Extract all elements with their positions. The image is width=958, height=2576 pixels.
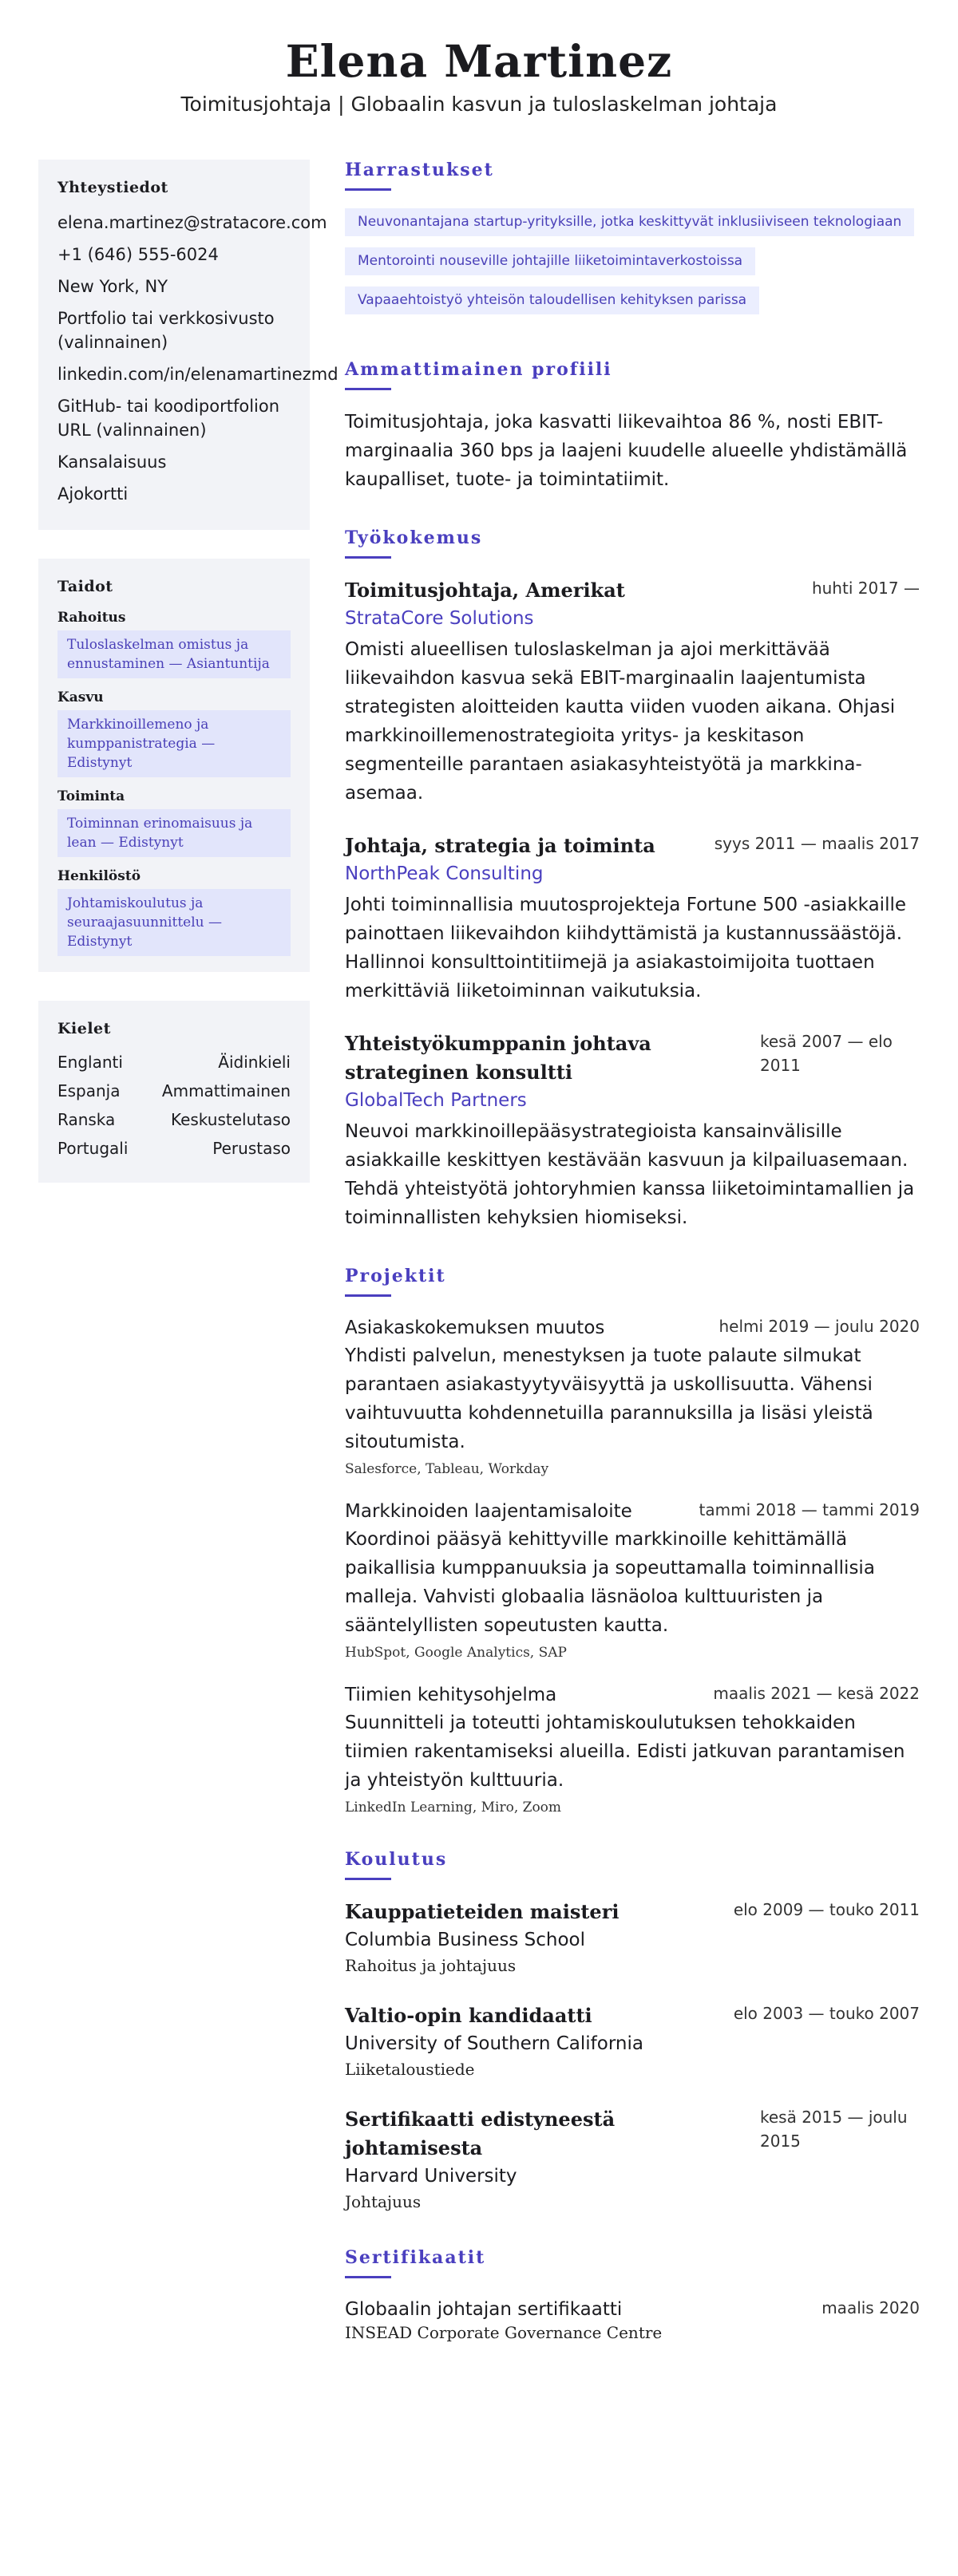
school-name: Columbia Business School [345, 1930, 585, 1950]
language-row [57, 1109, 291, 1130]
language-name: Ranska [57, 1110, 116, 1129]
project-date: maalis 2021 — kesä 2022 [713, 1684, 920, 1703]
job-date: huhti 2017 — [811, 579, 920, 598]
skill-category: Henkilöstö [57, 868, 141, 884]
certification-date: maalis 2020 [821, 2298, 920, 2317]
section-divider [345, 1294, 391, 1297]
project-title: Tiimien kehitysohjelma [345, 1685, 557, 1705]
field-of-study: Liiketaloustiede [345, 2060, 475, 2079]
contact-portfolio[interactable]: Portfolio tai verkkosivusto (valinnainen) [57, 309, 275, 352]
job-title: Toimitusjohtaja, Amerikat [345, 579, 625, 602]
skill-category: Kasvu [57, 689, 104, 705]
certification-entry [345, 2296, 920, 2342]
job-date: syys 2011 — maalis 2017 [714, 834, 920, 853]
experience-entry [345, 576, 920, 808]
degree-title: Sertifikaatti edistyneestä johtamisesta [345, 2108, 616, 2159]
project-title: Markkinoiden laajentamisaloite [345, 1501, 632, 1522]
skill-chip: Toiminnan erinomaisuus ja lean — Edistynyt [57, 809, 291, 857]
experience-entry [345, 1029, 920, 1232]
degree-title: Kauppatieteiden maisteri [345, 1900, 620, 1923]
projects-section [345, 1266, 920, 1815]
skill-category: Rahoitus [57, 610, 126, 626]
field-of-study: Rahoitus ja johtajuus [345, 1956, 517, 1975]
education-entry [345, 1898, 920, 1977]
job-description: Omisti alueellisen tuloslaskelman ja ajoi merkittävää liikevaihdon kasvua sekä EBIT-marginaalin laajentumista strategisten aloitteiden kautta viiden vuoden aikana. Ohjasi markkinoillemenostrategioita yritys- ja keskitason segmenteille parantaen asiakasyhteistyötä ja markkina-asemaa. [345, 639, 896, 804]
contact-heading: Yhteystiedot [57, 179, 168, 196]
project-date: tammi 2018 — tammi 2019 [699, 1500, 920, 1519]
candidate-subtitle: Toimitusjohtaja | Globaalin kasvun ja tuloslaskelman johtaja [180, 93, 778, 116]
section-divider [345, 556, 391, 559]
contact-linkedin[interactable]: linkedin.com/in/elenamartinezmd [57, 365, 338, 384]
project-description: Yhdisti palvelun, menestyksen ja tuote palaute silmukat parantaen asiakastyytyväisyyttä ja uskollisuutta. Vähensi vaihtuvuutta kohdennetuilla parannuksilla ja lisäsi yleistä sitoutumista. [345, 1345, 873, 1452]
certifications-heading: Sertifikaatit [345, 2247, 486, 2268]
profile-heading: Ammattimainen profiili [345, 359, 612, 380]
contact-citizenship: Kansalaisuus [57, 452, 167, 472]
contact-email[interactable]: elena.martinez@stratacore.com [57, 213, 327, 232]
education-date: elo 2009 — touko 2011 [733, 1900, 920, 1919]
profile-section [345, 359, 920, 494]
section-divider [345, 388, 391, 390]
hobbies-section [345, 160, 920, 326]
experience-section [345, 527, 920, 1232]
field-of-study: Johtajuus [345, 2192, 422, 2211]
language-name: Portugali [57, 1139, 129, 1158]
project-description: Suunnitteli ja toteutti johtamiskoulutuksen tehokkaiden tiimien rakentamiseksi alueilla. Edisti jatkuvan parantamisen ja yhteistyön kulttuuria. [345, 1713, 905, 1791]
sidebar [38, 160, 338, 1211]
candidate-name: Elena Martinez [285, 35, 673, 87]
hobby-chip: Mentorointi nouseville johtajille liiketoimintaverkostoissa [345, 247, 755, 275]
project-tools: Salesforce, Tableau, Workday [345, 1461, 549, 1477]
project-tools: LinkedIn Learning, Miro, Zoom [345, 1800, 562, 1815]
job-date: kesä 2007 — elo 2011 [760, 1032, 893, 1075]
skill-chip: Johtamiskoulutus ja seuraajasuunnittelu — Edistynyt [57, 889, 291, 956]
profile-text: Toimitusjohtaja, joka kasvatti liikevaihtoa 86 %, nosti EBIT-marginaalia 360 bps ja laajeni kuudelle alueelle yhdistämällä kaupalliset, tuote- ja toimintatiimit. [345, 412, 908, 490]
company-name: NorthPeak Consulting [345, 863, 544, 884]
languages-panel [38, 1001, 310, 1183]
degree-title: Valtio-opin kandidaatti [345, 2004, 592, 2027]
language-name: Espanja [57, 1081, 121, 1100]
school-name: Harvard University [345, 2166, 517, 2187]
education-section [345, 1849, 920, 2214]
contact-github[interactable]: GitHub- tai koodiportfolion URL (valinnainen) [57, 397, 280, 440]
certifications-section [345, 2247, 920, 2342]
project-entry [345, 1314, 920, 1477]
contact-location: New York, NY [57, 277, 168, 296]
project-entry [345, 1498, 920, 1661]
experience-heading: Työkokemus [345, 527, 483, 548]
job-title: Johtaja, strategia ja toiminta [345, 834, 655, 857]
education-date: elo 2003 — touko 2007 [733, 2004, 920, 2023]
languages-heading: Kielet [57, 1020, 111, 1037]
education-date: kesä 2015 — joulu 2015 [760, 2108, 908, 2151]
job-title: Yhteistyökumppanin johtava strateginen konsultti [345, 1032, 651, 1084]
skills-heading: Taidot [57, 578, 113, 595]
hobby-chip: Neuvonantajana startup-yrityksille, jotka keskittyvät inklusiiviseen teknologiaan [345, 208, 914, 236]
education-heading: Koulutus [345, 1849, 448, 1870]
skills-panel [38, 559, 310, 972]
project-title: Asiakaskokemuksen muutos [345, 1318, 605, 1338]
language-row [57, 1138, 291, 1159]
certification-issuer: INSEAD Corporate Governance Centre [345, 2323, 663, 2342]
language-level: Ammattimainen [161, 1081, 291, 1100]
section-divider [345, 2276, 391, 2278]
section-divider [345, 188, 391, 191]
language-row [57, 1081, 291, 1101]
section-divider [345, 1878, 391, 1880]
project-description: Koordinoi pääsyä kehittyville markkinoille kehittämällä paikallisia kumppanuuksia ja sopeuttamalla toiminnallisia malleja. Vahvisti globaalia läsnäoloa kulttuuristen ja sääntelyllisten sopeutusten kautta. [345, 1529, 875, 1636]
job-description: Johti toiminnallisia muutosprojekteja Fortune 500 -asiakkaille painottaen liikevaihdon kiihdyttämistä ja kustannussäästöjä. Hallinnoi konsulttointitiimejä ja asiakastoimijoita tuottaen merkittäviä liiketoiminnan vaikutuksia. [345, 895, 906, 1002]
resume-header [0, 0, 958, 160]
company-name: StrataCore Solutions [345, 608, 534, 629]
certification-title: Globaalin johtajan sertifikaatti [345, 2299, 623, 2320]
skill-category: Toiminta [57, 788, 125, 804]
language-name: Englanti [57, 1053, 123, 1072]
hobbies-heading: Harrastukset [345, 160, 494, 180]
project-tools: HubSpot, Google Analytics, SAP [345, 1645, 567, 1661]
language-level: Äidinkieli [218, 1053, 291, 1072]
project-entry [345, 1681, 920, 1815]
main-content [345, 160, 920, 2376]
education-entry [345, 2001, 920, 2081]
project-date: helmi 2019 — joulu 2020 [718, 1317, 920, 1336]
job-description: Neuvoi markkinoillepääsystrategioista kansainvälisille asiakkaille keskittyen kestävään kasvuun ja kilpailuasemaan. Tehdä yhteistyötä johtoryhmien kanssa liiketoimintamallien ja toiminnallisten kehyksien hiomiseksi. [345, 1121, 915, 1228]
projects-heading: Projektit [345, 1266, 446, 1286]
language-level: Keskustelutaso [170, 1110, 291, 1129]
hobby-chip: Vapaaehtoistyö yhteisön taloudellisen kehityksen parissa [345, 286, 759, 314]
company-name: GlobalTech Partners [345, 1090, 527, 1111]
experience-entry [345, 832, 920, 1006]
contact-phone[interactable]: +1 (646) 555-6024 [57, 245, 219, 264]
contact-panel [38, 160, 338, 530]
language-row [57, 1052, 291, 1073]
education-entry [345, 2105, 920, 2214]
language-level: Perustaso [212, 1139, 291, 1158]
school-name: University of Southern California [345, 2033, 643, 2054]
skill-chip: Tuloslaskelman omistus ja ennustaminen — Asiantuntija [57, 630, 291, 678]
skill-chip: Markkinoillemeno ja kumppanistrategia — Edistynyt [57, 710, 291, 777]
contact-drivers-license: Ajokortti [57, 484, 129, 504]
